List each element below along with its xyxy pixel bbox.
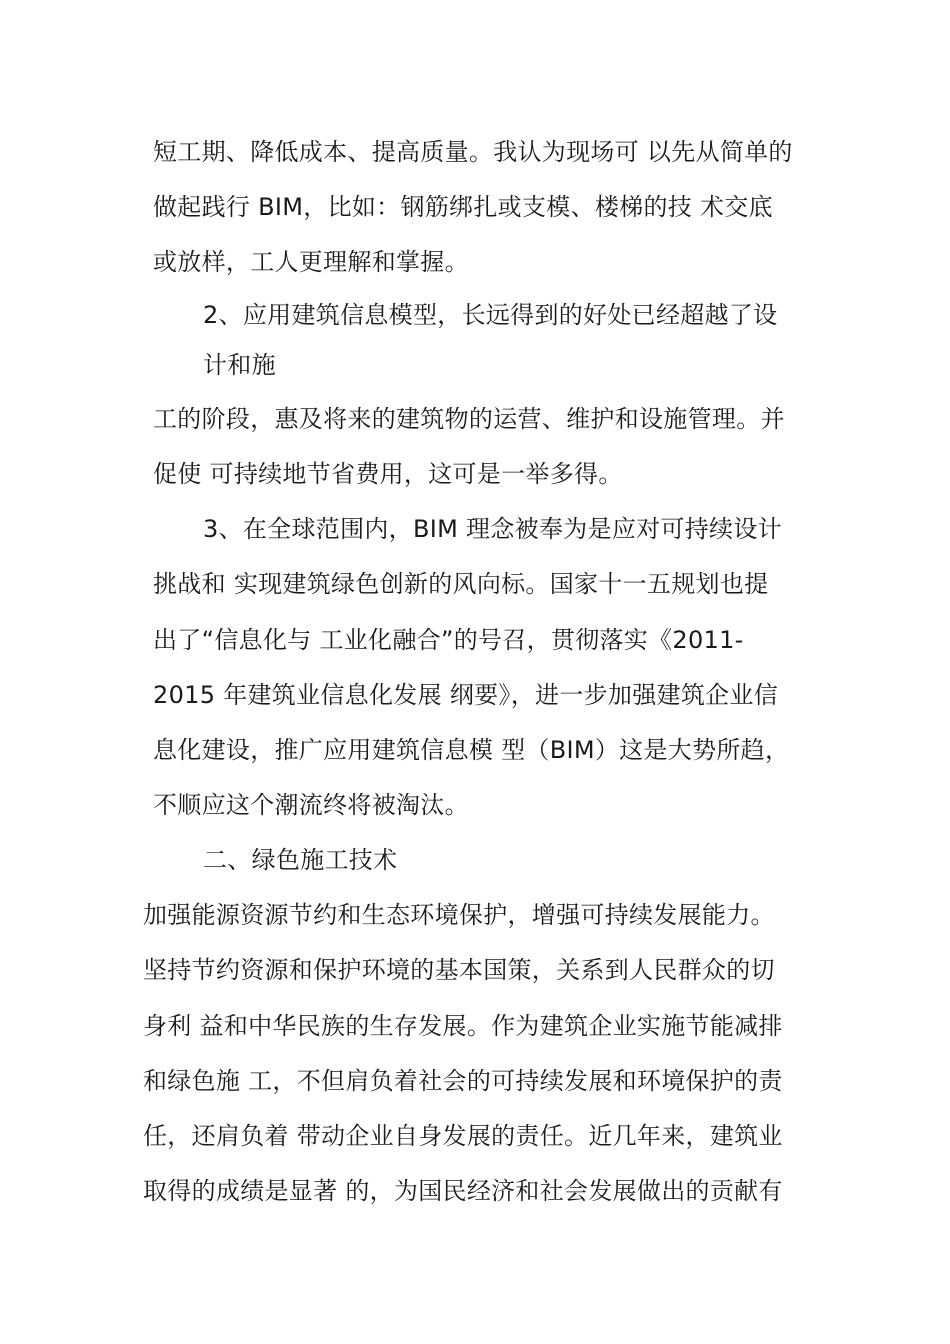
text-line: 或放样，工人更理解和掌握。	[153, 248, 469, 276]
text-line: 促使 可持续地节省费用，这可是一举多得。	[153, 460, 623, 488]
text-line: 2、应用建筑信息模型，长远得到的好处已经超越了设	[203, 301, 778, 329]
text-line: 2015 年建筑业信息化发展 纲要》，进一步加强建筑企业信	[153, 681, 779, 709]
text-line: 和绿色施 工，不但肩负着社会的可持续发展和环境保护的责	[143, 1067, 783, 1095]
text-line: 不顺应这个潮流终将被淘汰。	[153, 791, 469, 819]
text-line: 做起践行 BIM，比如：钢筋绑扎或支模、楼梯的技 术交底	[153, 193, 773, 221]
section-heading: 二、绿色施工技术	[203, 846, 398, 874]
text-line: 坚持节约资源和保护环境的基本国策，关系到人民群众的切	[143, 956, 775, 984]
text-line: 出了“信息化与 工业化融合”的号召，贯彻落实《2011-	[153, 626, 744, 654]
text-line: 计和施	[203, 351, 276, 379]
text-line: 工的阶段，惠及将来的建筑物的运营、维护和设施管理。并	[153, 405, 785, 433]
text-line: 任，还肩负着 带动企业自身发展的责任。近几年来，建筑业	[143, 1122, 783, 1150]
text-line: 短工期、降低成本、提高质量。我认为现场可 以先从简单的	[153, 138, 793, 166]
text-line: 加强能源资源节约和生态环境保护，增强可持续发展能力。	[143, 901, 775, 929]
text-line: 取得的成绩是显著 的，为国民经济和社会发展做出的贡献有	[143, 1177, 783, 1205]
text-line: 身利 益和中华民族的生存发展。作为建筑企业实施节能减排	[143, 1012, 783, 1040]
text-line: 3、在全球范围内，BIM 理念被奉为是应对可持续设计	[203, 515, 782, 543]
text-line: 挑战和 实现建筑绿色创新的风向标。国家十一五规划也提	[153, 570, 769, 598]
text-line: 息化建设，推广应用建筑信息模 型（BIM）这是大势所趋，	[153, 736, 790, 764]
